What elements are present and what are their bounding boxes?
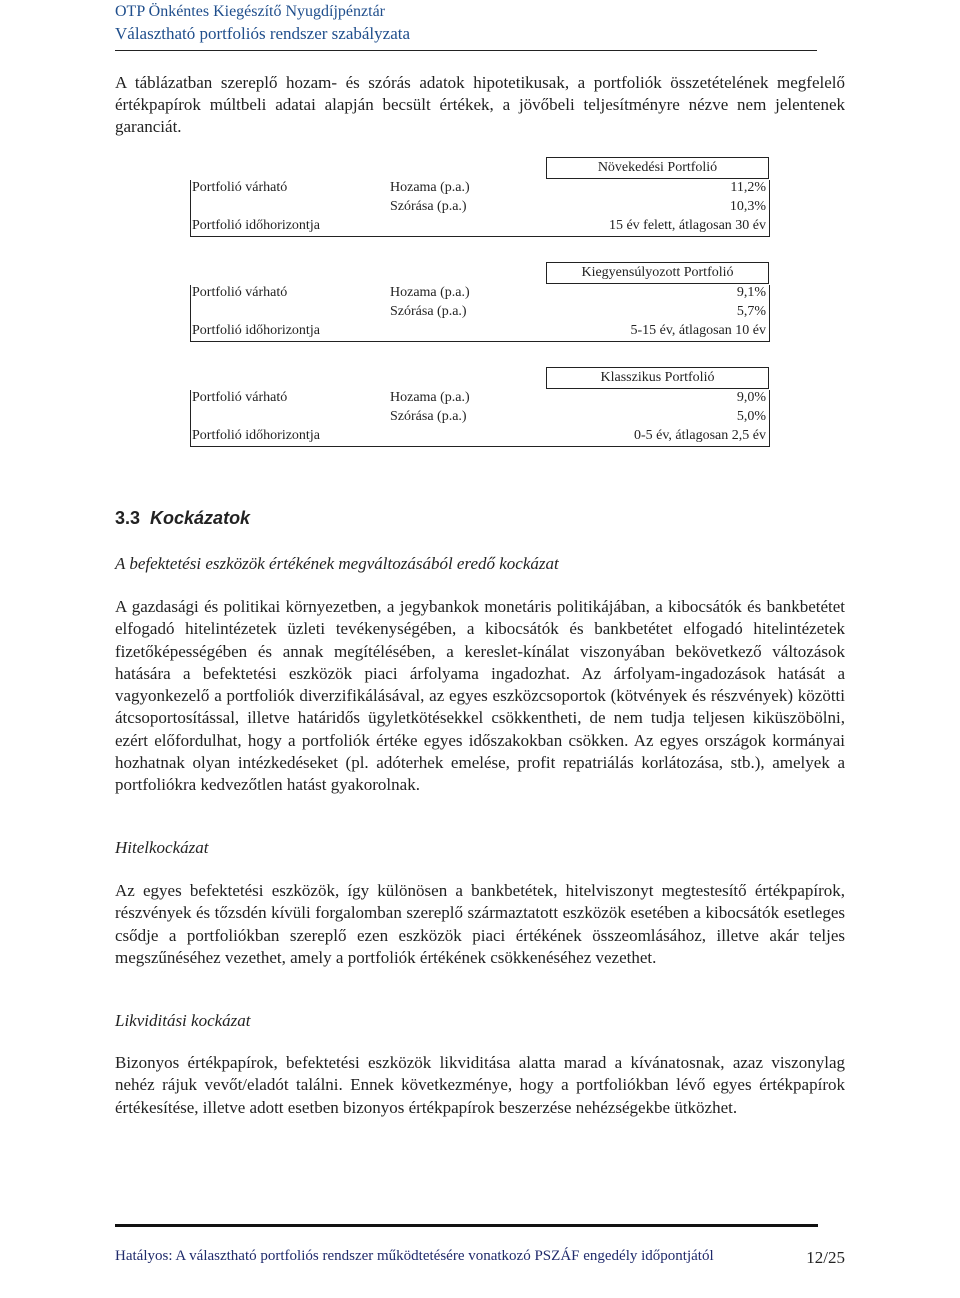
footer-divider [115,1224,818,1227]
stdev-row [190,302,768,321]
row-label: Portfolió várható [192,390,288,405]
risk-paragraph-credit: Az egyes befektetési eszközök, így különösen a bankbetétek, hitelviszonyt megtestesítő értékpapírok, részvények és tőzsdén kívüli forgalomban szereplő származtatott eszközök esetében a kibocsátók esetleges csődje a portfoliókban szereplő ezen eszközök piaci értékének összeomlásához, illetve akár teljes megszűnéséhez vezethet, amely a portfoliók értékének csökkenéséhez vezethet. [115,881,845,967]
horizon-row [190,426,768,445]
yield-value: 11,2% [730,180,766,195]
yield-label: Hozama (p.a.) [390,285,470,300]
company-name: OTP Önkéntes Kiegészítő Nyugdíjpénztár [115,3,386,20]
stdev-row [190,197,768,216]
yield-row [190,178,768,197]
risk-paragraph-market: A gazdasági és politikai környezetben, a jegybankok monetáris politikájában, a kibocsátók és bankbetétet elfogadó hitelintézetek üzleti tevékenységében, a kibocsátók és bankbetétet elfogadó hitelintézetek fizetőképességében és annak megítélésében, a kereslet-kínálat viszonyában bekövetkező változások hatására a befektetési eszközök piaci árfolyama ingadozhat. Az árfolyam-ingadozások hatását a vagyonkezelő a portfoliók diverzifikálásával, az egyes eszközcsoportok (kötvények és részvények) közötti átcsoportosítással, illetve határidős ügyletkötésekkel csökkentheti, de nem tudja teljesen kiküszöbölni, ezért előfordulhat, hogy a portfoliók értéke egyes időszakokban csökken. Az egyes országok kormányai hozhatnak olyan intézkedéseket (pl. adóterhek emelése, profit repatriálás korlátozása, stb.), amelyek a portfoliókra kedvezőtlen hatást gyakorolnak. [115,597,845,795]
page-footer [115,1248,845,1265]
intro-paragraph: A táblázatban szereplő hozam- és szórás adatok hipotetikusak, a portfoliók összetételének megfelelő értékpapírok múltbeli adatai alapján becsült értékek, a jövőbeli teljesítményre nézve nem jelentenek garanciát. [115,73,845,136]
section-number: 3.3 [115,508,141,528]
yield-row [190,283,768,302]
yield-value: 9,0% [736,390,766,405]
stdev-value: 10,3% [729,199,766,214]
stdev-label: Szórása (p.a.) [390,409,467,424]
yield-value: 9,1% [736,285,766,300]
section-heading [115,508,250,529]
horizon-label: Portfolió időhorizontja [192,323,320,338]
risk-heading-liquidity: Likviditási kockázat [115,1011,251,1030]
horizon-value: 0-5 év, átlagosan 2,5 év [633,428,766,443]
horizon-row [190,216,768,235]
header-divider [115,50,817,51]
risk-heading-market: A befektetési eszközök értékének megváltozásából eredő kockázat [115,554,559,573]
footer-text: Hatályos: A választható portfoliós rendszer működtetésére vonatkozó PSZÁF engedély időpontjától [115,1248,714,1264]
row-label: Portfolió várható [192,285,288,300]
portfolio-name: Kiegyensúlyozott Portfolió [546,262,769,284]
risk-heading-credit: Hitelkockázat [115,838,209,857]
yield-label: Hozama (p.a.) [390,390,470,405]
portfolio-name: Klasszikus Portfolió [546,367,769,389]
horizon-value: 5-15 év, átlagosan 10 év [630,323,766,338]
stdev-value: 5,0% [736,409,766,424]
section-title: Kockázatok [150,508,251,528]
yield-label: Hozama (p.a.) [390,180,470,195]
yield-row [190,388,768,407]
horizon-label: Portfolió időhorizontja [192,428,320,443]
horizon-label: Portfolió időhorizontja [192,218,320,233]
page-header [115,2,410,45]
stdev-row [190,407,768,426]
stdev-label: Szórása (p.a.) [390,199,467,214]
portfolio-name: Növekedési Portfolió [546,157,769,179]
page-number: 12/25 [806,1248,845,1267]
document-title: Választható portfoliós rendszer szabályzata [115,24,411,43]
stdev-label: Szórása (p.a.) [390,304,467,319]
horizon-row [190,321,768,340]
row-label: Portfolió várható [192,180,288,195]
risk-paragraph-liquidity: Bizonyos értékpapírok, befektetési eszközök likviditása alatta marad a kívánatosnak, azaz viszonylag nehéz rájuk vevőt/eladót találni. Ennek következménye, hogy a portfoliókban lévő egyes értékpapírok értékesítése, illetve adott esetben bizonyos értékpapírok beszerzése nehézségekbe ütközhet. [115,1053,845,1117]
stdev-value: 5,7% [736,304,766,319]
horizon-value: 15 év felett, átlagosan 30 év [608,218,766,233]
